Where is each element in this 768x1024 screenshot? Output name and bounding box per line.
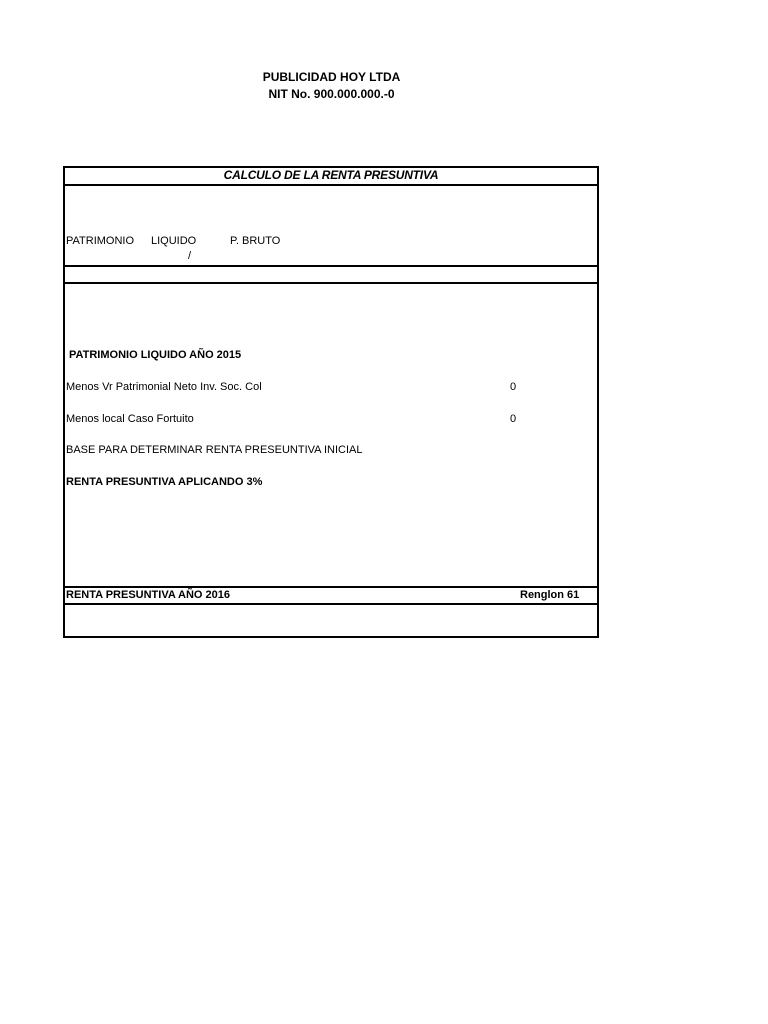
menos-vr-patrimonial-label: Menos Vr Patrimonial Neto Inv. Soc. Col bbox=[66, 381, 262, 393]
divider-ratio bbox=[65, 265, 597, 267]
ratio-label-liquido: LIQUIDO bbox=[151, 235, 197, 247]
renta-presuntiva-table bbox=[63, 166, 599, 638]
divider-before-total bbox=[65, 586, 597, 588]
divider-empty-row bbox=[65, 282, 597, 284]
renglon-label: Renglon 61 bbox=[520, 589, 580, 601]
ratio-label-patrimonio: PATRIMONIO bbox=[66, 235, 135, 247]
ratio-slash: / bbox=[188, 250, 192, 262]
renta-aplicando-label: RENTA PRESUNTIVA APLICANDO 3% bbox=[66, 476, 263, 488]
divider-after-total bbox=[65, 603, 597, 605]
menos-vr-patrimonial-value: 0 bbox=[510, 381, 517, 393]
company-name: PUBLICIDAD HOY LTDA bbox=[262, 70, 401, 84]
ratio-label-bruto: P. BRUTO bbox=[230, 235, 281, 247]
divider-title bbox=[65, 184, 597, 186]
menos-local-label: Menos local Caso Fortuito bbox=[66, 413, 194, 425]
menos-local-value: 0 bbox=[510, 413, 517, 425]
company-nit: NIT No. 900.000.000.-0 bbox=[268, 87, 395, 101]
table-title: CALCULO DE LA RENTA PRESUNTIVA bbox=[223, 168, 439, 182]
renta-2016-label: RENTA PRESUNTIVA AÑO 2016 bbox=[66, 589, 231, 601]
patrimonio-liquido-label: PATRIMONIO LIQUIDO AÑO 2015 bbox=[69, 349, 242, 361]
base-renta-label: BASE PARA DETERMINAR RENTA PRESEUNTIVA INICIAL bbox=[66, 444, 363, 456]
